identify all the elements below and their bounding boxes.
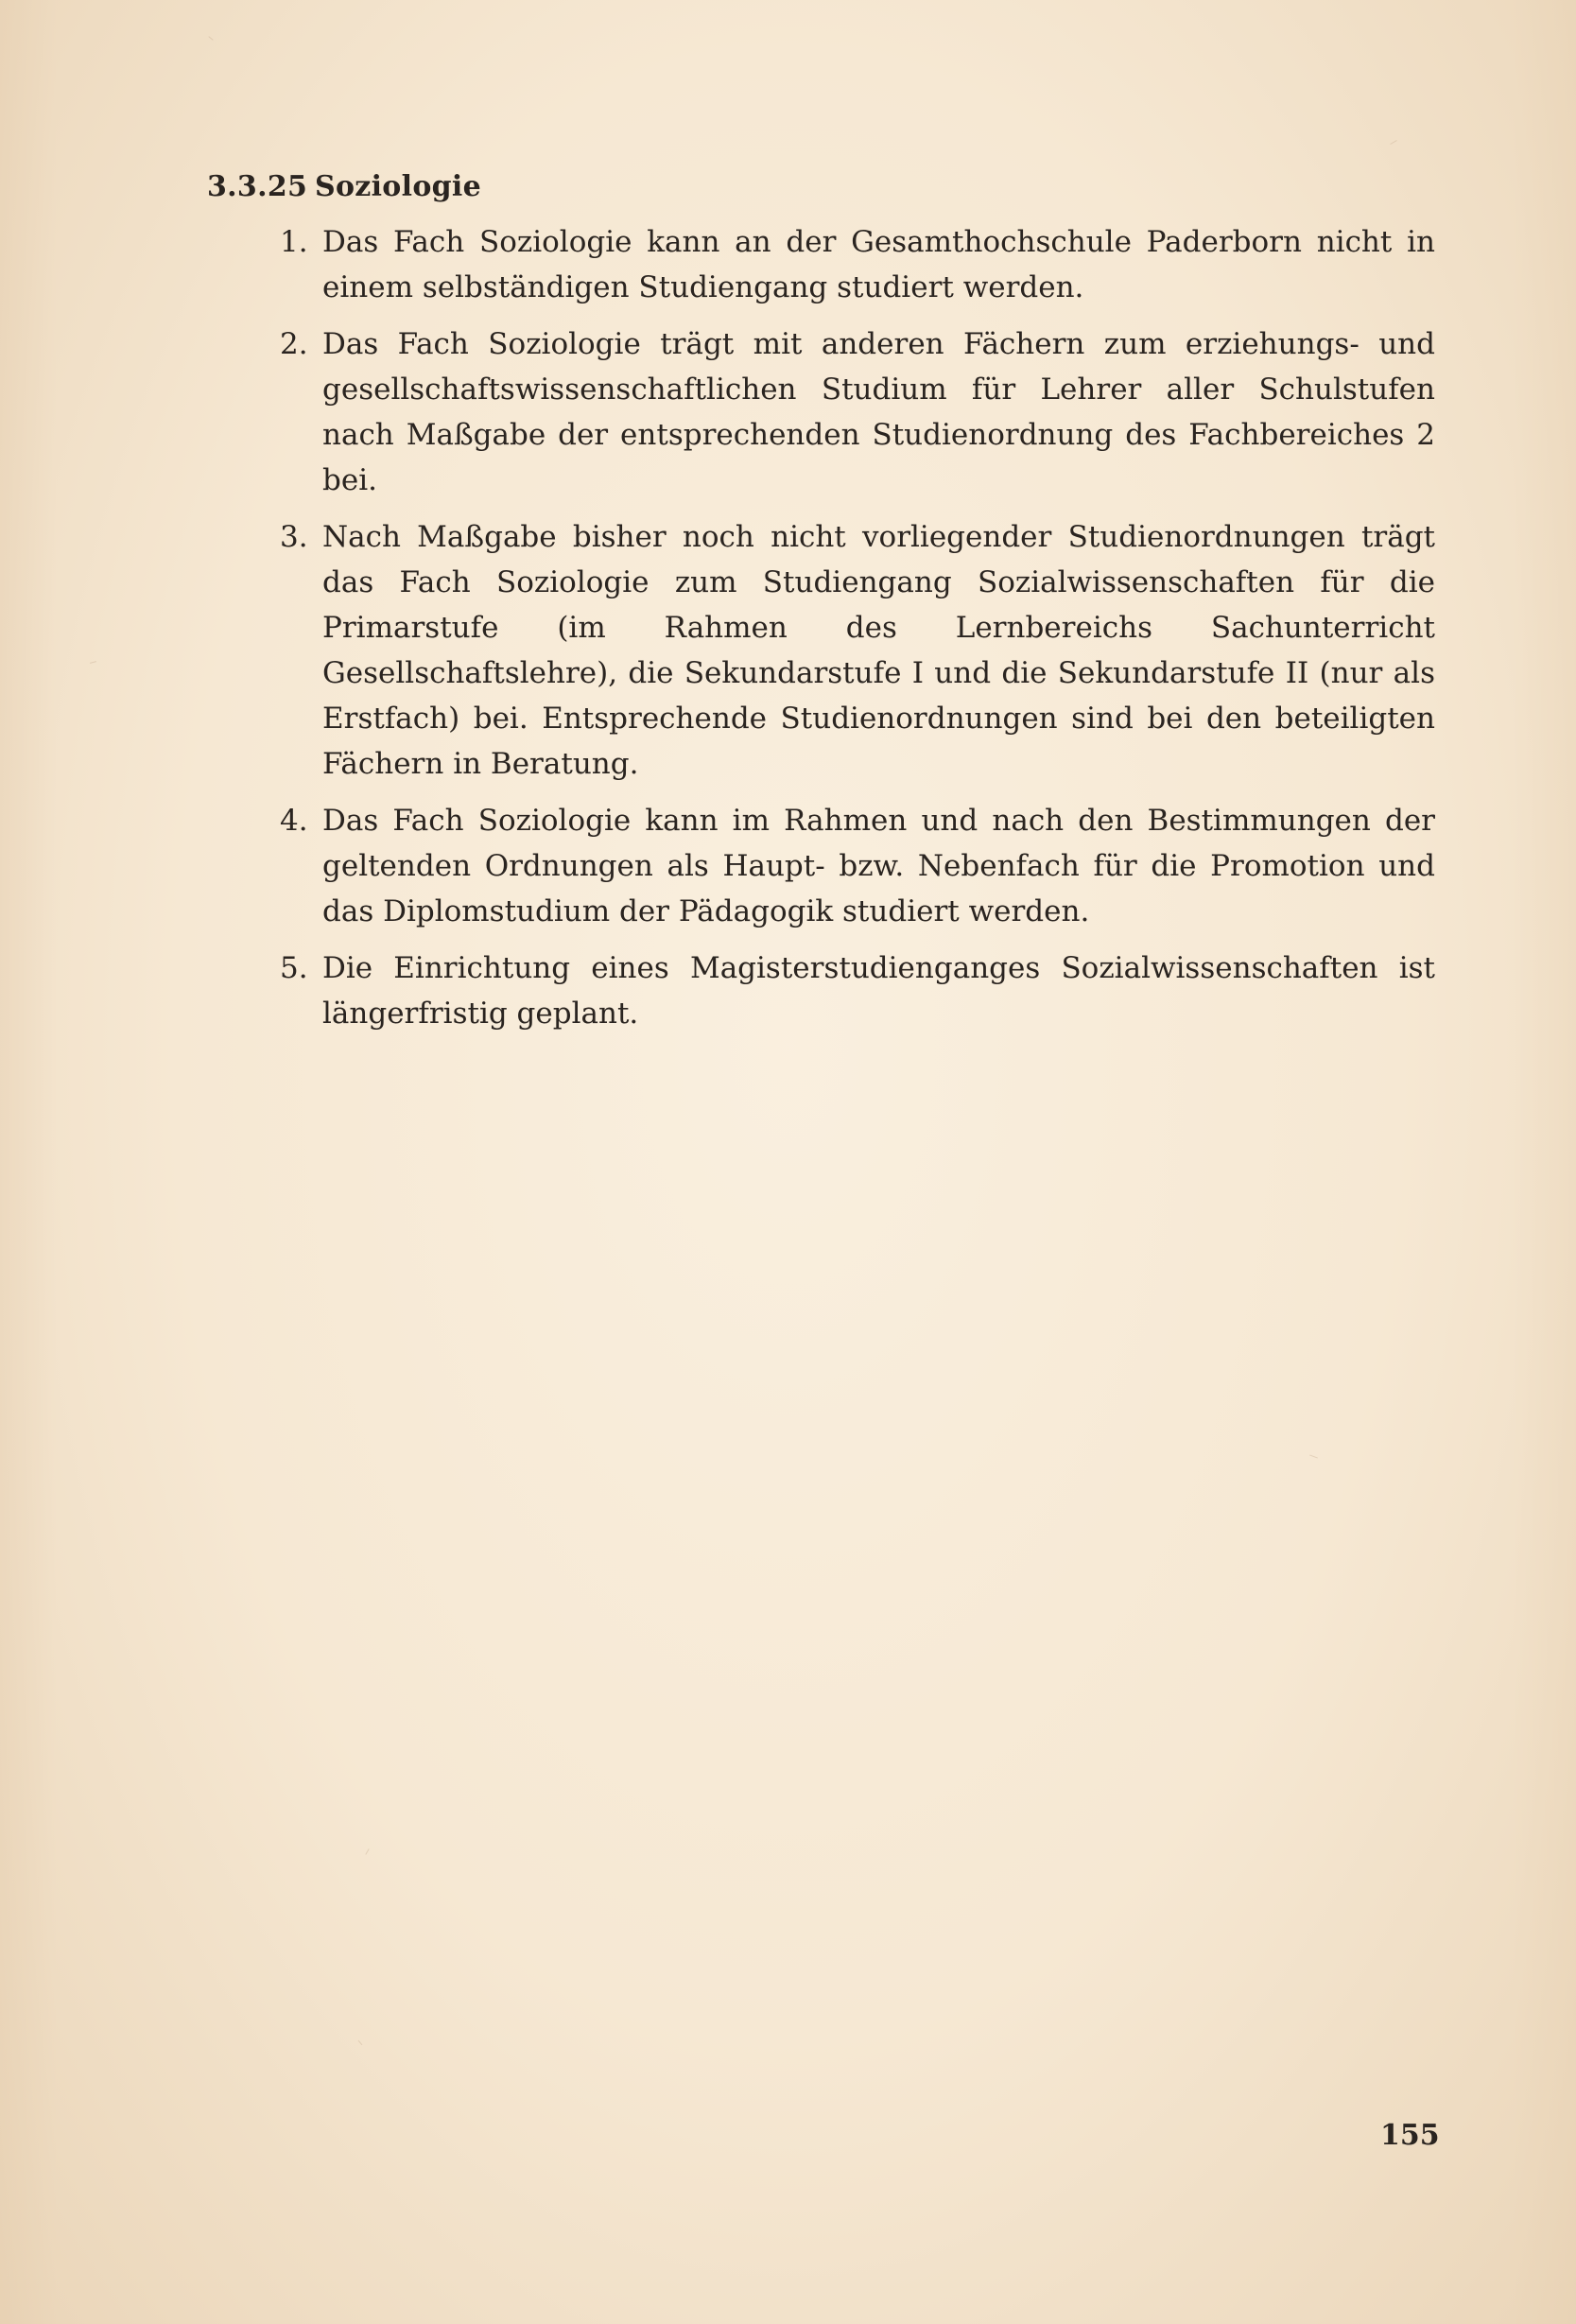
paper-fiber [365,1848,369,1855]
list-item [280,945,1435,1036]
paper-fiber [208,36,213,41]
list-item-text: Das Fach Soziologie kann im Rahmen und nach den Bestimmungen der geltenden Ordnungen als Haupt- bzw. Nebenfach für die Promotion und das Diplomstudium der Pädagogik studiert werden. [322,804,1435,928]
section-heading [207,170,481,203]
list-item-number: 1. [280,225,308,259]
list-item [280,321,1435,503]
list-item [280,514,1435,787]
list-item-text: Das Fach Soziologie kann an der Gesamthochschule Paderborn nicht in einem selbständigen Studiengang studiert werden. [322,225,1435,304]
list-item-text: Die Einrichtung eines Magisterstudienganges Sozialwissenschaften ist längerfristig geplant. [322,951,1435,1031]
list-item [280,798,1435,934]
list-item-number: 2. [280,327,308,361]
page-number: 155 [1380,2119,1440,2152]
section-number: 3.3.25 [207,170,308,203]
list-item-number: 5. [280,951,308,985]
list-item-number: 3. [280,520,308,554]
paper-fiber [90,661,96,664]
numbered-list [280,219,1435,1048]
list-item-number: 4. [280,804,308,838]
paper-fiber [1390,140,1396,145]
list-item-text: Nach Maßgabe bisher noch nicht vorliegender Studienordnungen trägt das Fach Soziologie zum Studiengang Sozialwissenschaften für die Primarstufe (im Rahmen des Lernbereichs Sachunterricht Gesellschaftslehre), die Sekundarstufe I und die Sekundarstufe II (nur als Erstfach) bei. Entsprechende Studienordnungen sind bei den beteiligten Fächern in Beratung. [322,520,1435,781]
list-item [280,219,1435,310]
list-item-text: Das Fach Soziologie trägt mit anderen Fächern zum erziehungs- und gesellschaftswissenschaftlichen Studium für Lehrer aller Schulstufen nach Maßgabe der entsprechenden Studienordnung des Fachbereiches 2 bei. [322,327,1435,497]
section-title: Soziologie [315,170,481,203]
paper-fiber [1309,1454,1318,1458]
paper-fiber [358,2040,363,2045]
